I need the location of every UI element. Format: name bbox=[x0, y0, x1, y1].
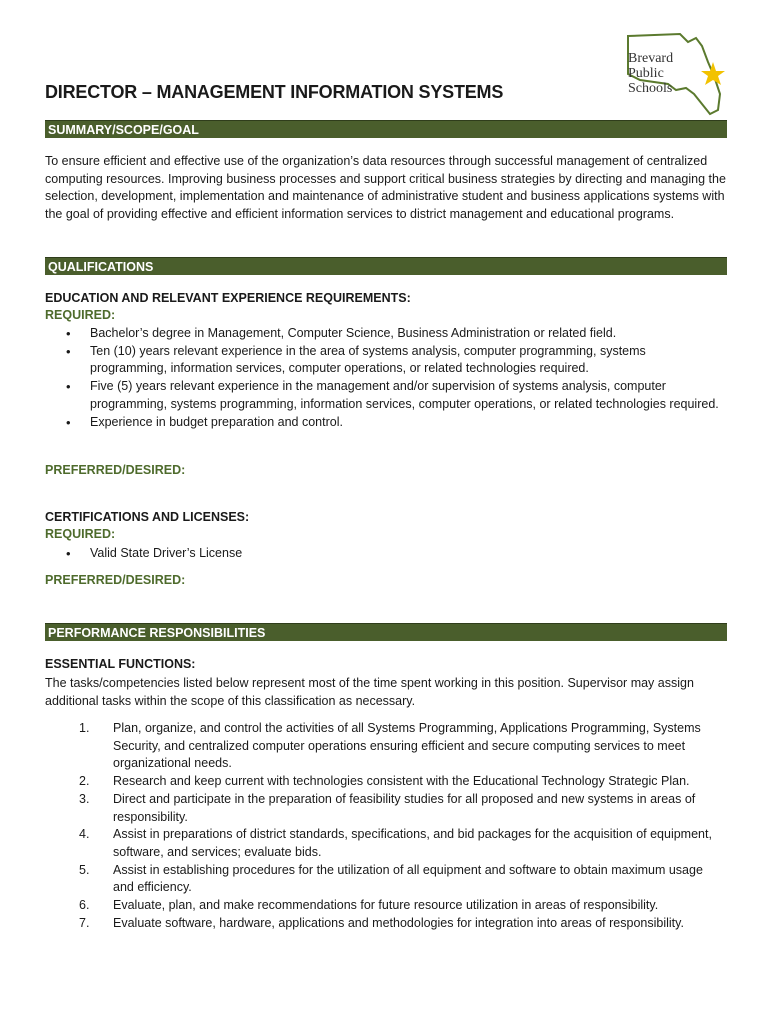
item-text: Direct and participate in the preparation of feasibility studies for all proposed and new systems in areas of responsibility. bbox=[113, 791, 696, 824]
list-item: • Bachelor’s degree in Management, Computer Science, Business Administration or related field. bbox=[45, 325, 725, 343]
list-item bbox=[45, 915, 725, 933]
logo-line-3: Schools bbox=[628, 81, 673, 96]
certifications-preferred-label: PREFERRED/DESIRED: bbox=[45, 573, 186, 587]
item-number: 2. bbox=[79, 774, 90, 789]
logo-line-2: Public bbox=[628, 66, 664, 81]
brevard-public-schools-logo bbox=[610, 28, 732, 118]
performance-section-header: PERFORMANCE RESPONSIBILITIES bbox=[45, 623, 727, 641]
education-heading: EDUCATION AND RELEVANT EXPERIENCE REQUIREMENTS: bbox=[45, 291, 411, 305]
item-text: Assist in preparations of district standards, specifications, and bid packages for the acquisition of equipment, software, and services; evaluate bids. bbox=[113, 827, 712, 859]
qualifications-section-header: QUALIFICATIONS bbox=[45, 257, 727, 275]
education-preferred-label: PREFERRED/DESIRED: bbox=[45, 463, 186, 477]
certifications-required-list bbox=[45, 545, 725, 563]
essential-functions-intro: The tasks/competencies listed below represent most of the time spent working in this position. Supervisor may assign additional tasks within the scope of this classification as necessary. bbox=[45, 676, 694, 708]
list-item bbox=[45, 773, 725, 791]
essential-functions-heading: ESSENTIAL FUNCTIONS: bbox=[45, 657, 196, 671]
list-item bbox=[45, 720, 725, 773]
list-item: • Valid State Driver’s License bbox=[45, 545, 725, 563]
list-item bbox=[45, 791, 725, 826]
item-number: 4. bbox=[79, 827, 90, 842]
item-text: Assist in establishing procedures for the utilization of all equipment and software to obtain maximum usage and efficiency. bbox=[113, 862, 703, 895]
item-number: 5. bbox=[79, 862, 90, 877]
item-text: Plan, organize, and control the activities of all Systems Programming, Applications Programming, Systems Security, and centralized computer operations ensuring efficient and secure computing services to meet organizational needs. bbox=[113, 721, 701, 771]
essential-functions-list bbox=[45, 720, 725, 932]
item-text: Research and keep current with technologies consistent with the Educational Technology Strategic Plan. bbox=[113, 774, 690, 789]
education-required-label: REQUIRED: bbox=[45, 308, 116, 322]
list-item bbox=[45, 862, 725, 897]
summary-section-header: SUMMARY/SCOPE/GOAL bbox=[45, 120, 727, 138]
list-item: • Experience in budget preparation and control. bbox=[45, 414, 725, 432]
summary-body: To ensure efficient and effective use of the organization’s data resources through successful management of centralized computing resources. Improving business processes and support critical business strategies by directing and managing the selection, development, implementation and maintenance of administrative student and business applications systems with the goal of providing effective and efficient information services to district management and educational programs. bbox=[45, 154, 726, 222]
list-item: • Five (5) years relevant experience in the management and/or supervision of systems analysis, computer programming, systems programming, information services, computer operations, or related technologies required. bbox=[45, 378, 725, 413]
certifications-heading: CERTIFICATIONS AND LICENSES: bbox=[45, 510, 250, 524]
item-number: 1. bbox=[79, 721, 90, 735]
logo-line-1: Brevard bbox=[628, 51, 674, 66]
item-text: Evaluate, plan, and make recommendations for future resource utilization in areas of responsibility. bbox=[113, 898, 659, 913]
item-number: 3. bbox=[79, 791, 90, 806]
star-icon bbox=[701, 62, 725, 85]
item-text: Evaluate software, hardware, applications and methodologies for integration into areas of responsibility. bbox=[113, 915, 684, 930]
item-number: 7. bbox=[79, 915, 90, 930]
page-title: DIRECTOR – MANAGEMENT INFORMATION SYSTEMS bbox=[45, 82, 504, 102]
item-number: 6. bbox=[79, 898, 90, 913]
list-item: • Ten (10) years relevant experience in the area of systems analysis, computer programming, systems programming, information services, computer operations, or related technologies required. bbox=[45, 343, 725, 378]
certifications-required-label: REQUIRED: bbox=[45, 527, 116, 541]
list-item bbox=[45, 897, 725, 915]
list-item bbox=[45, 826, 725, 861]
education-required-list bbox=[45, 325, 725, 431]
